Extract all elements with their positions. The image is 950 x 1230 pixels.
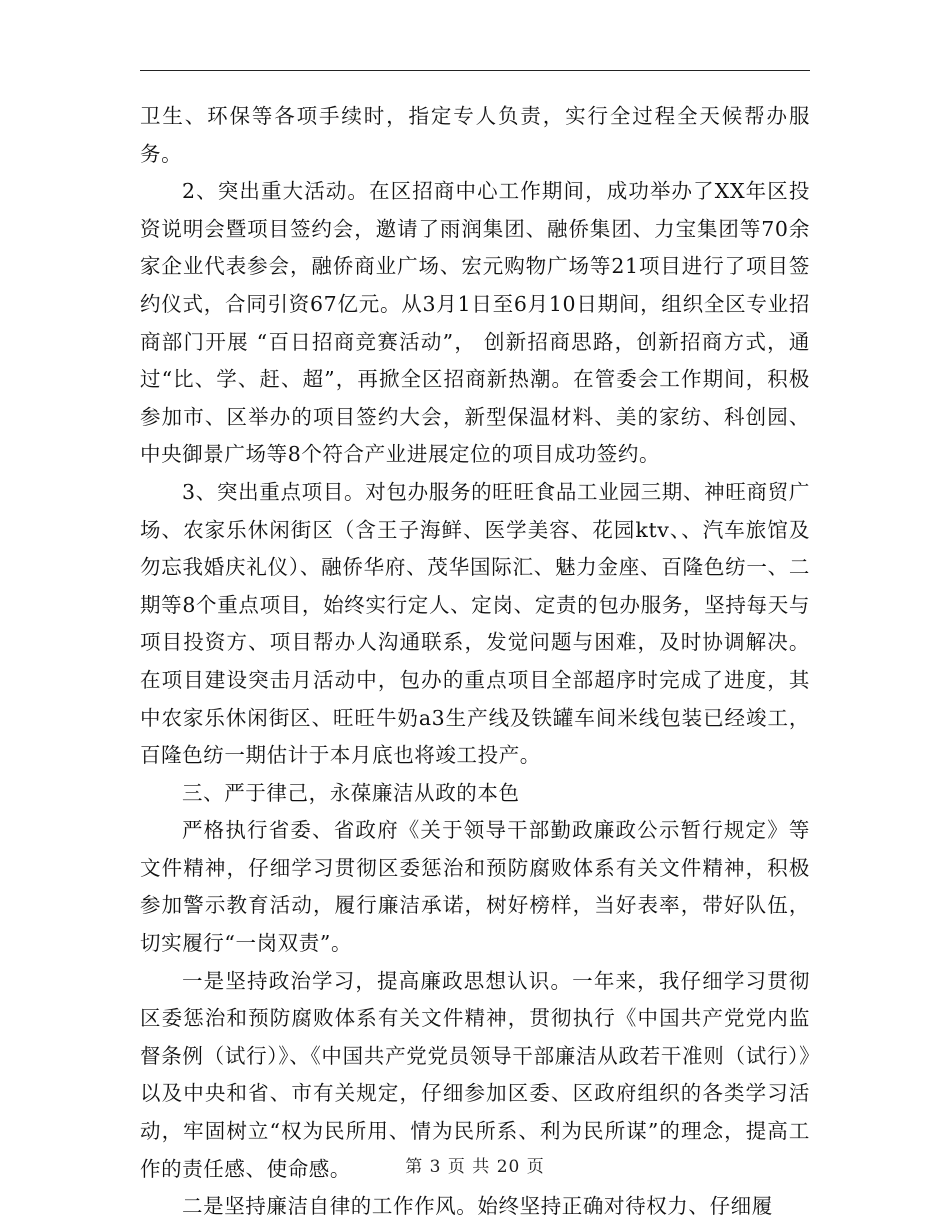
section-heading-discipline: 三、严于律己，永葆廉洁从政的本色 [182, 780, 520, 805]
paragraph-major-activities: 2、突出重大活动。在区招商中心工作期间，成功举办了XX年区投资说明会暨项目签约会，邀请了雨润集团、融侨集团、力宝集团等70余家企业代表参会，融侨商业广场、宏元购物广场等21项目进行了项目签约仪式，合同引资67亿元。从3月1日至6月10日期间，组织全区专业招商部门开展 “百日招商竞赛活动”， 创新招商思路，创新招商方式，通过“比、学、赶、超”，再掀全区招商新热潮。在管委会工作期间，积极参加市、区举办的项目签约大会，新型保温材料、美的家纺、科创园、中央御景广场等8个符合产业进展定位的项目成功签约。 [140, 179, 810, 467]
header-rule [140, 70, 810, 71]
page-number-footer: 第 3 页 共 20 页 [405, 1157, 545, 1177]
paragraph-political-study: 一是坚持政治学习，提高廉政思想认识。一年来，我仔细学习贯彻区委惩治和预防腐败体系有关文件精神，贯彻执行《中国共产党党内监督条例（试行）》、《中国共产党党员领导干部廉洁从政若干准则（试行）》以及中央和省、市有关规定，仔细参加区委、区政府组织的各类学习活动，牢固树立“权为民所用、情为民所系、利为民所谋”的理念，提高工作的责任感、使命感。 [140, 968, 810, 1181]
paragraph-key-projects: 3、突出重点项目。对包办服务的旺旺食品工业园三期、神旺商贸广场、农家乐休闲街区（含王子海鲜、医学美容、花园ktv、、汽车旅馆及勿忘我婚庆礼仪）、融侨华府、茂华国际汇、魅力金座、百隆色纺一、二期等8个重点项目，始终实行定人、定岗、定责的包办服务，坚持每天与项目投资方、项目帮办人沟通联系，发觉问题与困难，及时协调解决。在项目建设突击月活动中，包办的重点项目全部超序时完成了进度，其中农家乐休闲街区、旺旺牛奶a3生产线及铁罐车间米线包装已经竣工，百隆色纺一期估计于本月底也将竣工投产。 [140, 479, 810, 768]
paragraph-regulations: 严格执行省委、省政府《关于领导干部勤政廉政公示暂行规定》等文件精神，仔细学习贯彻区委惩治和预防腐败体系有关文件精神，积极参加警示教育活动，履行廉洁承诺，树好榜样，当好表率，带好队伍，切实履行“一岗双责”。 [140, 818, 810, 956]
paragraph-continuation: 卫生、环保等各项手续时，指定专人负责，实行全过程全天候帮办服务。 [140, 104, 810, 166]
paragraph-work-style: 二是坚持廉洁自律的工作作风。始终坚持正确对待权力、仔细履 [182, 1194, 773, 1219]
body-text [140, 98, 810, 1226]
